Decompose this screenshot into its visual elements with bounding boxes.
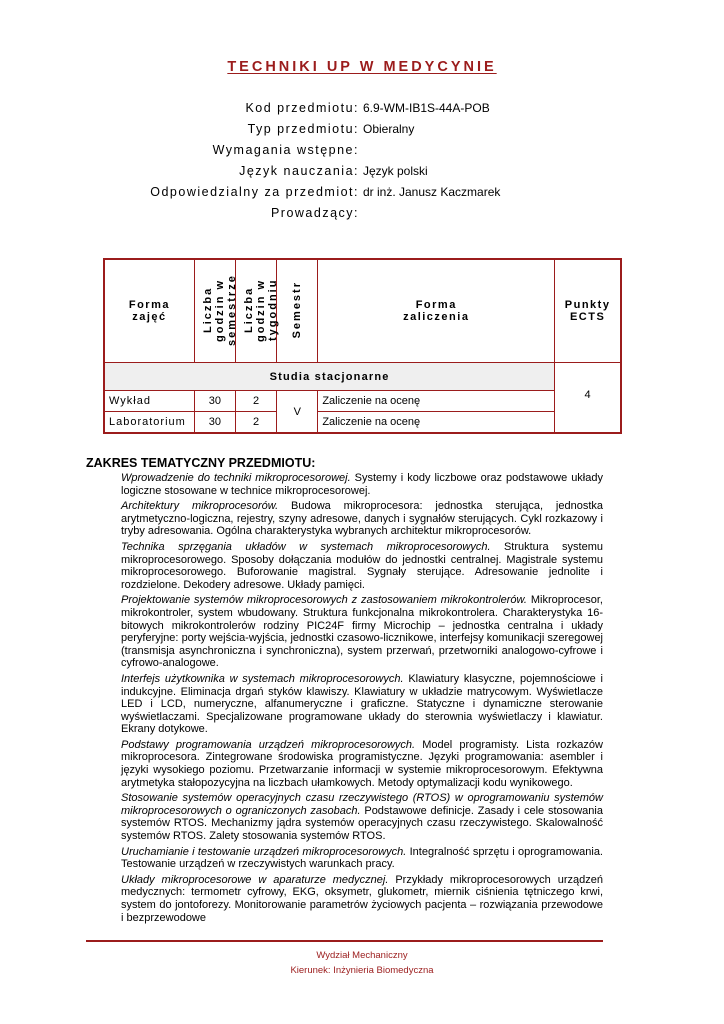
topic-title: Technika sprzęgania układów w systemach mikroprocesorowych. xyxy=(121,540,491,553)
footer-program: Kierunek: Inżynieria Biomedyczna xyxy=(290,965,434,976)
topic-title: Uruchamianie i testowanie urządzeń mikroprocesorowych. xyxy=(121,845,407,858)
meta-row-prerequisites xyxy=(0,143,724,164)
header-godzin-semestr xyxy=(194,259,238,363)
meta-row-code xyxy=(0,101,724,122)
meta-label: Typ przedmiotu: xyxy=(247,122,359,136)
header-ects-label: Punkty ECTS xyxy=(564,299,611,323)
list-item xyxy=(121,594,603,670)
list-item xyxy=(121,472,603,497)
row-hours-semester: 30 xyxy=(194,412,235,434)
document-title: TECHNIKI UP W MEDYCYNIE xyxy=(227,59,497,75)
header-forma-zajec-label: Forma zajęć xyxy=(128,299,170,323)
course-table xyxy=(103,258,622,434)
header-godzin-tydzien-label: Liczba godzin w tygodniu xyxy=(243,277,280,342)
meta-label: Odpowiedzialny za przedmiot: xyxy=(150,185,359,199)
row-credit: Zaliczenie na ocenę xyxy=(318,412,555,434)
topic-text: Struktura systemu mikroprocesorowego. Sposoby dołączania modułów do jednostki centralnej. Magistrale systemu mikroprocesorowego. Buforowanie magistral. Sygnały sterujące. Adresowanie jednolite i rozdzielone. Dekodery adresowe. Układy pamięci. xyxy=(121,540,603,591)
topic-title: Wprowadzenie do techniki mikroprocesorowej. xyxy=(121,472,351,484)
topic-text: Podstawowe definicje. Zasady i cele stosowania systemów RTOS. Mechanizmy jądra systemów operacyjnych czasu rzeczywistego. Skalowalność systemów RTOS. Zalety stosowania systemów RTOS. xyxy=(121,804,603,843)
header-godzin-tydzien xyxy=(236,259,280,363)
topic-title: Interfejs użytkownika w systemach mikroprocesorowych. xyxy=(121,672,404,685)
list-item xyxy=(121,500,603,538)
row-form: Laboratorium xyxy=(104,412,194,434)
scope-heading: ZAKRES TEMATYCZNY PRZEDMIOTU: xyxy=(86,456,316,470)
course-meta xyxy=(0,101,724,227)
section-label: Studia stacjonarne xyxy=(104,363,555,391)
meta-row-responsible xyxy=(0,185,724,206)
topic-title: Stosowanie systemów operacyjnych czasu rzeczywistego (RTOS) w oprogramowaniu systemów mikroprocesorowych o ograniczonych zasobach. xyxy=(121,792,603,817)
meta-label: Język nauczania: xyxy=(239,164,359,178)
table-header-row xyxy=(104,259,621,363)
meta-value: 6.9-WM-IB1S-44A-POB xyxy=(363,101,490,115)
footer-faculty: Wydział Mechaniczny xyxy=(316,950,408,961)
meta-value: dr inż. Janusz Kaczmarek xyxy=(363,185,501,199)
table-row xyxy=(104,412,621,434)
row-hours-week: 2 xyxy=(236,391,277,412)
meta-label: Wymagania wstępne: xyxy=(212,143,359,157)
meta-label: Kod przedmiotu: xyxy=(245,101,359,115)
header-forma-zaliczenia-label: Forma zaliczenia xyxy=(403,299,470,323)
meta-value: Język polski xyxy=(363,164,428,178)
row-form: Wykład xyxy=(104,391,194,412)
header-ects xyxy=(555,259,621,363)
list-item xyxy=(121,541,603,591)
header-forma-zajec xyxy=(104,259,194,363)
header-forma-zaliczenia xyxy=(318,259,555,363)
list-item xyxy=(121,792,603,842)
header-godzin-semestr-label: Liczba godzin w semestrze xyxy=(201,273,238,346)
ects-value: 4 xyxy=(555,363,621,434)
row-hours-semester: 30 xyxy=(194,391,235,412)
topic-text: Klawiatury klasyczne, pojemnościowe i indukcyjne. Eliminacja drgań styków klawiszy. Klawiatury w układzie matrycowym. Wyświetlacze LED i LCD, numeryczne, alfanumeryczne i graficzne. Statyczne i dynamiczne sterowanie wyświetlaczami. Specjalizowane programowane układy do sterownia wyświetlaczy i klawiatur. Ekrany dotykowe. xyxy=(121,672,603,736)
topic-title: Architektury mikroprocesorów. xyxy=(121,500,279,513)
row-hours-week: 2 xyxy=(236,412,277,434)
footer-divider xyxy=(86,940,603,942)
topic-text: Integralność sprzętu i oprogramowania. Testowanie urządzeń w rzeczywistych warunkach pracy. xyxy=(121,845,603,871)
topic-text: Systemy i kody liczbowe oraz podstawowe układy logiczne stosowane w technice mikroprocesorowej. xyxy=(121,472,603,497)
row-credit: Zaliczenie na ocenę xyxy=(318,391,555,412)
topic-list xyxy=(121,472,603,927)
topic-text: Mikroprocesor, mikrokontroler, system wbudowany. Struktura funkcjonalna mikrokontrolera. Charakterystyka 16-bitowych mikrokontrolerów rodziny PIC24F firmy Microchip – jednostka centralna i układy peryferyjne: porty wejścia-wyjścia, jednostki czasowo-licznikowe, interfejsy komunikacji szeregowej (transmisja asynchroniczna i synchroniczna), system przerwań, przetworniki analogowo-cyfrowe i cyfrowo-analogowe. xyxy=(121,594,603,670)
topic-title: Podstawy programowania urządzeń mikroprocesorowych. xyxy=(121,738,416,751)
topic-text: Model programisty. Lista rozkazów mikroprocesora. Zintegrowane środowiska programistyczne. Języki programowania: asembler i języki wysokiego poziomu. Przetwarzanie informacji w systemie mikroprocesorowym. Efektywna arytmetyka stałopozycyjna na liczbach ułamkowych. Metody optymalizacji kodu wynikowego. xyxy=(121,738,603,789)
meta-row-language xyxy=(0,164,724,185)
table-row xyxy=(104,391,621,412)
meta-value: Obieralny xyxy=(363,122,415,136)
list-item xyxy=(121,739,603,789)
table-section-row xyxy=(104,363,621,391)
header-semestr xyxy=(277,259,318,363)
meta-label: Prowadzący: xyxy=(270,206,359,220)
list-item xyxy=(121,846,603,871)
header-semestr-label: Semestr xyxy=(291,280,304,339)
topic-text: Przykłady mikroprocesorowych urządzeń medycznych: termometr cyfrowy, EKG, oksymetr, glukometr, miernik ciśnienia tętniczego krwi, system do jontoforezy. Monitorowanie parametrów życiowych pacjenta – rozwiązania przewodowe i bezprzewodowe xyxy=(121,873,603,924)
meta-row-type xyxy=(0,122,724,143)
topic-title: Układy mikroprocesorowe w aparaturze medycznej. xyxy=(121,873,389,886)
list-item xyxy=(121,673,603,736)
list-item xyxy=(121,874,603,924)
meta-row-lecturer xyxy=(0,206,724,227)
topic-title: Projektowanie systemów mikroprocesorowych z zastosowaniem mikrokontrolerów. xyxy=(121,594,527,607)
semester-value: V xyxy=(277,391,318,434)
topic-text: Budowa mikroprocesora: jednostka sterująca, jednostka arytmetyczno-logiczna, rejestry, szyny adresowe, danych i sygnałów sterujących. Cykl rozkazowy i tryby adresowania. Ogólna charakterystyka wybranych architektur mikroprocesorów. xyxy=(121,500,604,538)
